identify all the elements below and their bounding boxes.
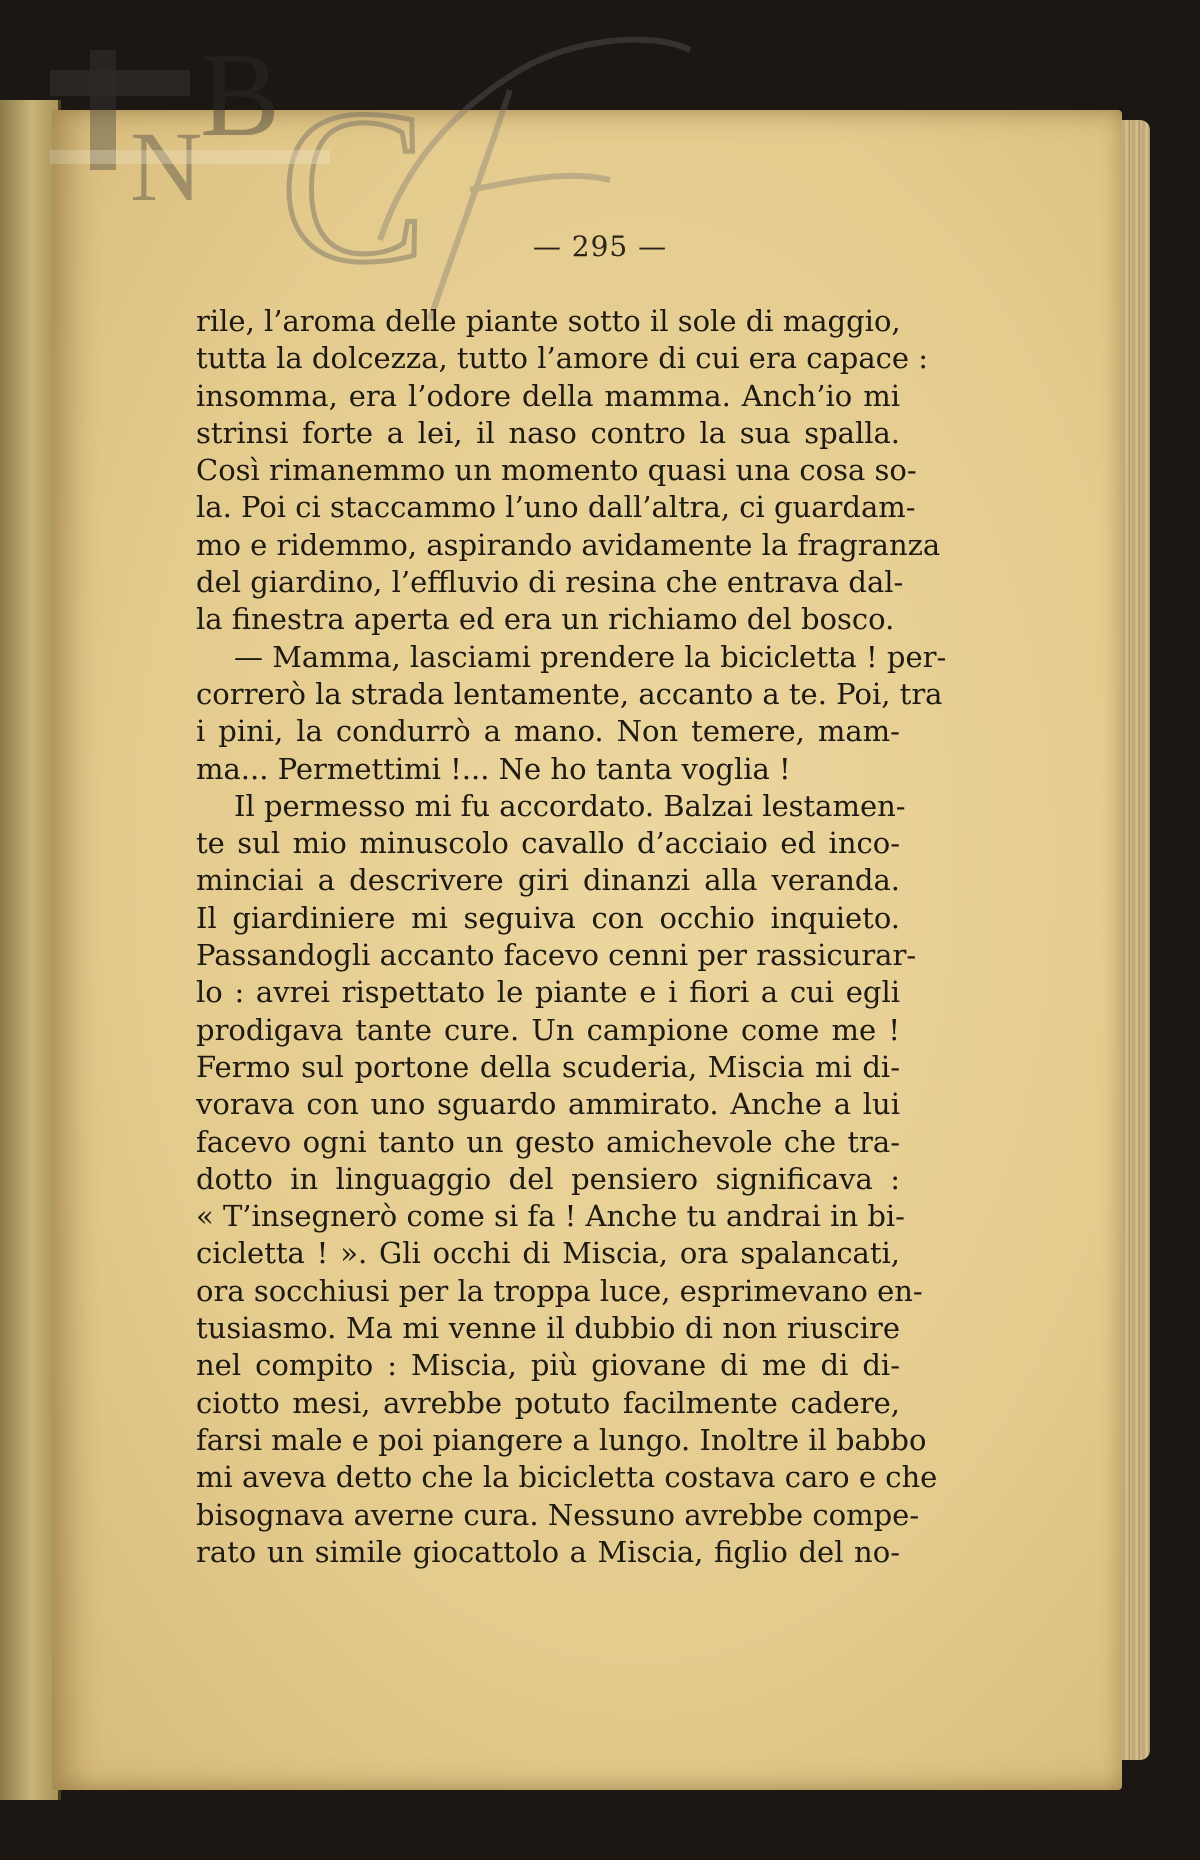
svg-text:C: C [280, 64, 427, 308]
text-line: strinsi forte a lei, il naso contro la sua spalla. [196, 415, 900, 450]
text-line: tusiasmo. Ma mi venne il dubbio di non riuscire [196, 1311, 900, 1346]
text-line: i pini, la condurrò a mano. Non temere, mam- [196, 714, 900, 749]
body-text [196, 303, 947, 1571]
text-line: Il permesso mi fu accordato. Balzai lestamen- [234, 788, 906, 823]
text-line: « T’insegnerò come si fa ! Anche tu andrai in bi- [196, 1199, 905, 1234]
page-number: — 295 — [532, 230, 668, 263]
text-line: nel compito : Miscia, più giovane di me di di- [196, 1348, 900, 1383]
text-line: — Mamma, lasciami prendere la bicicletta ! per- [234, 639, 947, 674]
text-line: bisognava averne cura. Nessuno avrebbe compe- [196, 1497, 920, 1532]
text-line: rato un simile giocattolo a Miscia, figlio del no- [196, 1534, 900, 1569]
text-line: ciotto mesi, avrebbe potuto facilmente cadere, [196, 1385, 900, 1420]
text-line: ma... Permettimi !... Ne ho tanta voglia ! [196, 751, 791, 786]
text-line: Fermo sul portone della scuderia, Miscia mi di- [196, 1049, 900, 1084]
text-line: Così rimanemmo un momento quasi una cosa so- [196, 453, 917, 488]
text-line: correrò la strada lentamente, accanto a te. Poi, tra [196, 676, 943, 711]
text-line: la finestra aperta ed era un richiamo del bosco. [196, 602, 895, 637]
text-line: farsi male e poi piangere a lungo. Inoltre il babbo [196, 1422, 927, 1457]
library-stamp-icon [50, 30, 710, 330]
text-line: Il giardiniere mi seguiva con occhio inquieto. [196, 900, 900, 935]
text-line: minciai a descrivere giri dinanzi alla veranda. [196, 863, 900, 898]
text-line: mi aveva detto che la bicicletta costava caro e che [196, 1460, 938, 1495]
svg-text:B: B [200, 30, 281, 161]
text-line: Passandogli accanto facevo cenni per rassicurar- [196, 938, 917, 973]
text-line: vorava con uno sguardo ammirato. Anche a lui [196, 1087, 900, 1122]
text-line: rile, l’aroma delle piante sotto il sole di maggio, [196, 304, 901, 338]
text-line: mo e ridemmo, aspirando avidamente la fragranza [196, 527, 941, 562]
text-line: facevo ogni tanto un gesto amichevole che tra- [196, 1124, 900, 1159]
text-line: ora socchiusi per la troppa luce, esprimevano en- [196, 1273, 923, 1308]
svg-text:N: N [130, 111, 203, 222]
text-line: te sul mio minuscolo cavallo d’acciaio ed inco- [196, 826, 900, 861]
text-line: cicletta ! ». Gli occhi di Miscia, ora spalancati, [196, 1236, 900, 1271]
text-line: dotto in linguaggio del pensiero significava : [196, 1161, 900, 1196]
text-line: del giardino, l’effluvio di resina che entrava dal- [196, 565, 904, 600]
text-line: la. Poi ci staccammo l’uno dall’altra, ci guardam- [196, 490, 916, 525]
text-line: lo : avrei rispettato le piante e i fiori a cui egli [196, 975, 900, 1010]
text-line: insomma, era l’odore della mamma. Anch’io mi [196, 378, 900, 413]
text-line: prodigava tante cure. Un campione come me ! [196, 1012, 900, 1047]
text-line: tutta la dolcezza, tutto l’amore di cui era capace : [196, 341, 928, 376]
